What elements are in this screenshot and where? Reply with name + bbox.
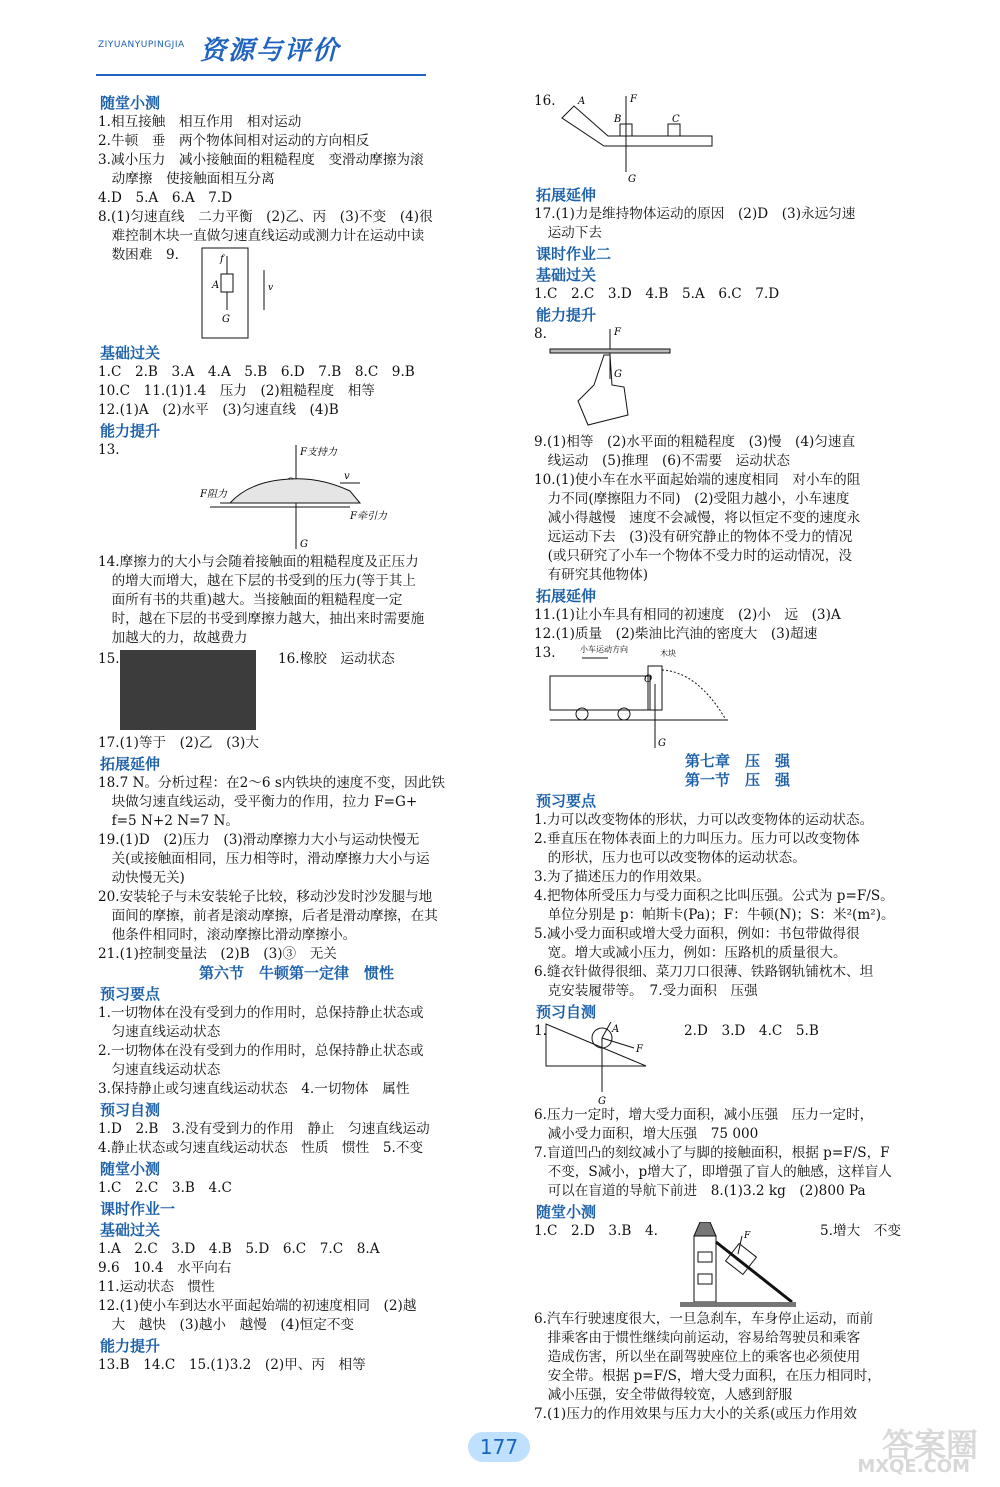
fig-label: 小车运动方向 [580,645,628,654]
fig-label: f [220,254,224,265]
answer-line: 13.B 14.C 15.(1)3.2 (2)甲、丙 相等 [98,1357,366,1373]
answer-line: 6.缝衣针做得很细、菜刀刀口很薄、铁路钢轨铺枕木、坦 [534,964,874,980]
section-heading: 基础过关 [100,1221,161,1239]
answer-line: 18.7 N。分析过程：在2～6 s内铁块的速度不变，因此铁 [98,775,445,791]
figure-cart-block [548,644,748,750]
answer-line: 11.(1)让小车具有相同的初速度 (2)小 远 (3)A [534,607,841,623]
answer-line: 关(或接触面相同，压力相等时，滑动摩擦力大小与运 [98,851,430,867]
fig-label: G [658,738,666,749]
answer-line: 1.力可以改变物体的形状，力可以改变物体的运动状态。 [534,812,874,828]
answer-line: 5.增大 不变 [820,1223,901,1239]
right-column [530,92,945,1424]
fig-label: B [614,114,622,125]
fig-label: F牵引力 [350,511,387,522]
fig-label: F [630,94,637,105]
answer-line: 力不同(摩擦阻力不同) (2)受阻力越小，小车速度 [534,491,850,507]
answer-line: 7.(1)压力的作用效果与压力大小的关系(或压力作用效 [534,1406,857,1422]
answer-line: 12.(1)使小车到达水平面起始端的初速度相同 (2)越 [98,1298,417,1314]
answer-line: 3.保持静止或匀速直线运动状态 4.一切物体 属性 [98,1081,410,1097]
answer-line: 2.D 3.D 4.C 5.B [684,1023,819,1039]
answer-line: 13. [98,442,120,458]
section-heading: 预习要点 [100,985,161,1003]
section-heading: 基础过关 [100,344,161,362]
answer-line: 8. [534,326,547,342]
fig-label: F [744,1231,751,1241]
answer-line: 匀速直线运动状态 [98,1024,221,1040]
answer-line: 5.减小受力面积或增大受力面积，例如：书包带做得很 [534,926,860,942]
answer-line: 不变，S减小，p增大了，即增强了盲人的触感，这样盲人 [534,1164,892,1180]
answer-line: 1.A 2.C 3.D 4.B 5.D 6.C 7.C 8.A [98,1241,380,1257]
section-heading: 能力提升 [100,1337,161,1355]
figure-speedboat-forces [200,441,390,551]
answer-line: 的形状，压力也可以改变物体的运动状态。 [534,850,806,866]
answer-line: 13. [534,645,556,661]
fig-label: F [636,1044,643,1055]
fig-label: O [644,674,653,685]
answer-line: 1.C 2.B 3.A 4.A 5.B 6.D 7.B 8.C 9.B [98,364,415,380]
fig-label: A [612,1024,620,1035]
answer-line: 减小得越慢 速度不会减慢，将以恒定不变的速度永 [534,510,861,526]
answer-line: 19.(1)D (2)压力 (3)滑动摩擦力大小与运动快慢无 [98,832,420,848]
figure-slope-blocks [558,92,738,184]
answer-line: 加越大的力，故越费力 [98,630,248,646]
answer-line: 时，越在下层的书受到摩擦力越大，抽出来时需要施 [98,611,425,627]
answer-line: 16. [534,93,556,109]
answer-line: 难控制木块一直做匀速直线运动或测力计在运动中读 [98,228,425,244]
answer-line: 他条件相同时，滚动摩擦比滑动摩擦小。 [98,927,357,943]
answer-line: 运动下去 [534,225,602,241]
section-heading: 随堂小测 [100,94,161,112]
section-heading: 课时作业二 [536,245,612,263]
answer-line: f=5 N+2 N=7 N。 [98,813,239,829]
fig-label: G [628,174,636,184]
answer-line: 9.6 10.4 水平向右 [98,1260,232,1276]
answer-line: 10.(1)使小车在水平面起始端的速度相同 对小车的阻 [534,472,861,488]
section-heading: 随堂小测 [536,1203,597,1221]
section-heading: 拓展延伸 [100,755,161,773]
answer-line: 匀速直线运动状态 [98,1062,221,1078]
fig-label: C [672,114,680,125]
answer-line: 2.一切物体在没有受到力的作用时，总保持静止状态或 [98,1043,424,1059]
answer-line: 克安装履带等。 7.受力面积 压强 [534,983,758,999]
photo-sledding [120,650,256,730]
answer-line: 17.(1)等于 (2)乙 (3)大 [98,735,259,751]
answer-line: 4.把物体所受压力与受力面积之比叫压强。公式为 p=F/S。 [534,888,894,904]
fig-label: A [578,96,586,107]
section-heading: 课时作业一 [100,1200,176,1218]
answer-line: 动摩擦 使接触面相互分离 [98,171,275,187]
figure-ball-incline [544,1022,654,1106]
fig-label: F支持力 [300,447,337,458]
figure-slide-tower [680,1222,800,1308]
header-pinyin: ZIYUANYUPINGJIA [98,40,185,50]
left-column [94,92,499,1375]
answer-line: 4.静止状态或匀速直线运动状态 性质 惯性 5.不变 [98,1140,424,1156]
fig-label: F [614,327,621,338]
answer-line: 16.橡胶 运动状态 [278,651,395,667]
fig-label: v [268,283,274,293]
fig-label: G [598,1096,606,1106]
answer-line: 1.C 2.C 3.D 4.B 5.A 6.C 7.D [534,286,780,302]
answer-line: 动快慢无关) [98,870,185,886]
answer-line: 减小受力面积，增大压强 75 000 [534,1126,759,1142]
answer-line: 大 越快 (3)越小 越慢 (4)恒定不变 [98,1317,355,1333]
answer-line: 8.(1)匀速直线 二力平衡 (2)乙、丙 (3)不变 (4)很 [98,209,433,225]
answer-line: 数困难 9. [98,247,179,263]
answer-line: 线运动 (5)推理 (6)不需要 运动状态 [534,453,791,469]
watermark-logo: 答案圈 [881,1426,978,1464]
answer-line: 2.垂直压在物体表面上的力叫压力。压力可以改变物体 [534,831,860,847]
section-heading: 拓展延伸 [536,587,597,605]
answer-line: 3.为了描述压力的作用效果。 [534,869,711,885]
answer-line: 安全带。根据 p=F/S，增大受力面积，在压力相同时， [534,1368,881,1384]
answer-line: 10.C 11.(1)1.4 压力 (2)粗糙程度 相等 [98,383,375,399]
page-number: 177 [468,1432,530,1462]
section-heading: 预习自测 [536,1003,597,1021]
fig-label: G [614,369,622,380]
answer-line: 14.摩擦力的大小与会随着接触面的粗糙程度及正压力 [98,554,419,570]
fig-label: A [212,280,220,291]
answer-line: 3.减小压力 减小接触面的粗糙程度 变滑动摩擦为滚 [98,152,424,168]
section-heading: 拓展延伸 [536,186,597,204]
answer-line: 9.(1)相等 (2)水平面的粗糙程度 (3)慢 (4)匀速直 [534,434,856,450]
header [88,30,348,70]
answer-line: 1.C 2.D 3.B 4. [534,1223,658,1239]
fig-label: v [344,471,350,482]
answer-line: 块做匀速直线运动，受平衡力的作用，拉力 F=G+ [98,794,418,810]
section-heading: 能力提升 [536,306,597,324]
answer-line: 4.D 5.A 6.A 7.D [98,190,233,206]
chapter-title: 第七章 压 强 [684,752,790,770]
section-title: 第六节 牛顿第一定律 惯性 [198,964,394,982]
header-title: 资源与评价 [200,36,341,66]
answer-line: 11.运动状态 惯性 [98,1279,215,1295]
answer-line: 面所有书的共重)越大。当接触面的粗糙程度一定 [98,592,403,608]
answer-line: 1.C 2.C 3.B 4.C [98,1180,232,1196]
fig-label: G [300,539,308,550]
answer-line: 造成伤害，所以坐在副驾驶座位上的乘客也必须使用 [534,1349,861,1365]
answer-line: 1.相互接触 相互作用 相对运动 [98,114,302,130]
section-heading: 能力提升 [100,422,161,440]
header-rule [96,74,426,76]
answer-line: 1. [534,1023,547,1039]
answer-line: 的增大而增大，越在下层的书受到的压力(等于其上 [98,573,416,589]
answer-line: 2.牛顿 垂 两个物体间相对运动的方向相反 [98,133,370,149]
section-title: 第一节 压 强 [684,771,790,789]
answer-line: 6.压力一定时，增大受力面积，减小压强 压力一定时， [534,1107,874,1123]
answer-line: 1.D 2.B 3.没有受到力的作用 静止 匀速直线运动 [98,1121,430,1137]
answer-line: 可以在盲道的导航下前进 8.(1)3.2 kg (2)800 Pa [534,1183,866,1199]
answer-line: 宽。增大或减小压力，例如：压路机的质量很大。 [534,945,847,961]
answer-line: 单位分别是 p：帕斯卡(Pa)；F：牛顿(N)；S：米²(m²)。 [534,907,895,923]
answer-line: 面间的摩擦，前者是滚动摩擦，后者是滑动摩擦，在其 [98,908,438,924]
answer-line: 1.一切物体在没有受到力的作用时，总保持静止状态或 [98,1005,424,1021]
section-heading: 预习要点 [536,792,597,810]
answer-line: 减小压强，安全带做得较宽，人感到舒服 [534,1387,793,1403]
section-heading: 预习自测 [100,1101,161,1119]
answer-line: 15. [98,651,120,667]
section-heading: 随堂小测 [100,1160,161,1178]
watermark-url: MXQE.COM [857,1456,970,1477]
answer-line: 排乘客由于惯性继续向前运动，容易给驾驶员和乘客 [534,1330,861,1346]
answer-line: 6.汽车行驶速度很大，一旦急刹车，车身停止运动，而前 [534,1311,874,1327]
fig-label: 木块 [660,649,676,658]
answer-line: 17.(1)力是维持物体运动的原因 (2)D (3)永远匀速 [534,206,856,222]
answer-line: (或只研究了小车一个物体不受力时的运动情况，没 [534,548,852,564]
answer-line: 7.盲道凹凸的刻纹减小了与脚的接触面积，根据 p=F/S，F [534,1145,890,1161]
figure-hand-ruler [548,325,678,431]
fig-label: F阻力 [200,489,227,500]
figure-block-on-wall [200,246,280,342]
section-heading: 基础过关 [536,266,597,284]
answer-line: 远运动下去 (3)没有研究静止的物体不受力的情况 [534,529,853,545]
answer-line: 12.(1)A (2)水平 (3)匀速直线 (4)B [98,402,339,418]
answer-line: 12.(1)质量 (2)柴油比汽油的密度大 (3)超速 [534,626,818,642]
fig-label: G [222,314,230,325]
answer-line: 20.安装轮子与未安装轮子比较，移动沙发时沙发腿与地 [98,889,433,905]
answer-line: 有研究其他物体) [534,567,649,583]
answer-line: 21.(1)控制变量法 (2)B (3)③ 无关 [98,946,337,962]
